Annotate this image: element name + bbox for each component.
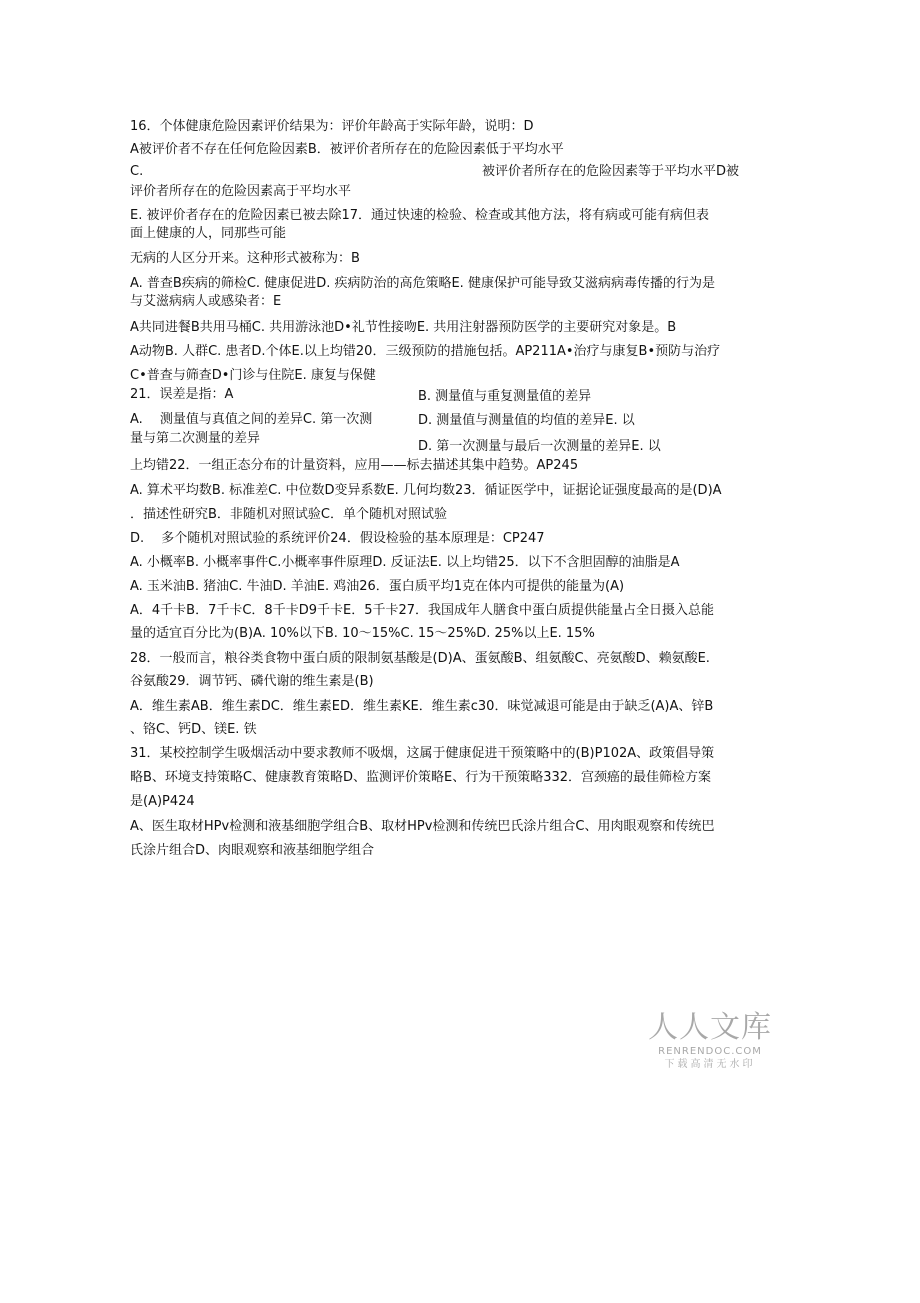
text-line: 是(A)P424 [130,794,195,809]
text-line: A被评价者不存在任何危险因素B．被评价者所存在的危险因素低于平均水平 [130,142,564,157]
text-line: A共同进餐B共用马桶C. 共用游泳池D•礼节性接吻E. 共用注射器预防医学的主要研究对象是。B [130,320,677,335]
text-line: A. 算术平均数B. 标准差C. 中位数D变异系数E. 几何均数23．循证医学中，证据论证强度最高的是(D)A [130,483,722,498]
text-line: D. 测量值与测量值的均值的差异E. 以 [418,413,635,428]
text-line: C. [130,164,144,179]
text-line: A．维生素AB．维生素DC．维生素ED．维生素KE．维生素c30．味觉减退可能是由于缺乏(A)A、锌B [130,699,714,714]
text-line: A. 小概率B. 小概率事件C.小概率事件原理D. 反证法E. 以上均错25．以下不含胆固醇的油脂是A [130,555,680,570]
text-line: 谷氨酸29．调节钙、磷代谢的维生素是(B) [130,674,374,689]
text-line: A. 普查B疾病的筛检C. 健康促进D. 疾病防治的高危策略E. 健康保护可能导致艾滋病病毒传播的行为是 [130,276,715,291]
text-line: 量与第二次测量的差异 [130,431,261,446]
text-line: 无病的人区分开来。这种形式被称为：B [130,251,360,266]
text-line: B. 测量值与重复测量值的差异 [418,389,592,404]
text-line: 评价者所存在的危险因素高于平均水平 [130,184,352,199]
text-line: D. 第一次测量与最后一次测量的差异E. 以 [418,439,661,454]
text-line: 21．误差是指：A [130,387,234,402]
text-line: A动物B. 人群C. 患者D.个体E.以上均错20．三级预防的措施包括。AP211A•治疗与康复B•预防与治疗 [130,344,721,359]
text-line: ．描述性研究B．非随机对照试验C．单个随机对照试验 [130,507,447,522]
watermark-title: 人人文库 [648,1010,772,1045]
text-line: E. 被评价者存在的危险因素已被去除17．通过快速的检验、检查或其他方法，将有病或可能有病但表 [130,208,710,223]
text-line: 31．某校控制学生吸烟活动中要求教师不吸烟，这属于健康促进干预策略中的(B)P102A、政策倡导策 [130,746,715,761]
text-line: A、医生取材HPv检测和液基细胞学组合B、取材HPv检测和传统巴氏涂片组合C、用肉眼观察和传统巴 [130,819,715,834]
text-line: A. 测量值与真值之间的差异C. 第一次测 [130,412,373,427]
text-line: C•普查与筛查D•门诊与住院E. 康复与保健 [130,368,376,383]
text-line: D. 多个随机对照试验的系统评价24．假设检验的基本原理是：CP247 [130,531,545,546]
text-line: 与艾滋病病人或感染者：E [130,294,282,309]
text-line: 上均错22．一组正态分布的计量资料，应用——标去描述其集中趋势。AP245 [130,458,579,473]
text-line: 16．个体健康危险因素评价结果为：评价年龄高于实际年龄，说明：D [130,119,534,134]
watermark-domain: RENRENDOC.COM [658,1046,762,1057]
text-line: A．4千卡B．7千卡C．8千卡D9千卡E．5千卡27．我国成年人膳食中蛋白质提供能量占全日摄入总能 [130,603,715,618]
text-line: 氏涂片组合D、肉眼观察和液基细胞学组合 [130,843,375,858]
text-line: 、铬C、钙D、镁E. 铁 [130,722,257,737]
text-line: 被评价者所存在的危险因素等于平均水平D被 [482,164,740,179]
text-line: 略B、环境支持策略C、健康教育策略D、监测评价策略E、行为干预策略332．宫颈癌的最佳筛检方案 [130,770,712,785]
watermark [648,1010,772,1072]
watermark-subtitle: 下载高清无水印 [664,1059,756,1070]
text-line: 28．一般而言，粮谷类食物中蛋白质的限制氨基酸是(D)A、蛋氨酸B、组氨酸C、亮氨酸D、赖氨酸E. [130,651,710,666]
text-line: A. 玉米油B. 猪油C. 牛油D. 羊油E. 鸡油26．蛋白质平均1克在体内可提供的能量为(A) [130,579,625,594]
text-line: 量的适宜百分比为(B)A. 10%以下B. 10～15%C. 15～25%D. 25%以上E. 15% [130,626,595,641]
text-line: 面上健康的人，同那些可能 [130,226,287,241]
